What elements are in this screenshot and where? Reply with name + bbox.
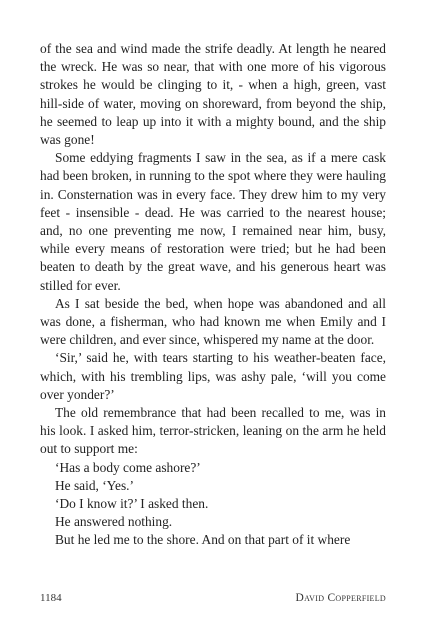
page-number: 1184 bbox=[40, 592, 62, 604]
page-footer bbox=[40, 592, 386, 608]
page-body bbox=[40, 40, 386, 550]
paragraph-6: ‘Has a body come ashore?’ bbox=[55, 459, 201, 475]
paragraph-4: ‘Sir,’ said he, with tears starting to his weather-beaten face, which, with his trembling lips, was ashy pale, ‘will you come over yonder?’ bbox=[40, 350, 386, 402]
paragraph-7: He said, ‘Yes.’ bbox=[55, 477, 134, 493]
body-text bbox=[40, 40, 386, 550]
paragraph-2: Some eddying fragments I saw in the sea, as if a mere cask had been broken, in running to the spot where they were hauling in. Consternation was in every face. They drew him to my very feet - insensible - dead. He was carried to the nearest house; and, no one preventing me now, I remained near him, busy, while every means of restoration were tried; but he had been beaten to death by the great wave, and his generous heart was stilled for ever. bbox=[40, 150, 386, 293]
paragraph-1: of the sea and wind made the strife deadly. At length he neared the wreck. He was so near, that with one more of his vigorous strokes he would be clinging to it, - when a high, green, vast hill-side of water, moving on shoreward, from beyond the ship, he seemed to leap up into it with a mighty bound, and the ship was gone! bbox=[40, 41, 386, 148]
paragraph-3: As I sat beside the bed, when hope was abandoned and all was done, a fisherman, who had known me when Emily and I were children, and ever since, whispered my name at the door. bbox=[40, 295, 386, 348]
paragraph-5: The old remembrance that had been recalled to me, was in his look. I asked him, terror-stricken, leaning on the arm he held out to support me: bbox=[40, 405, 386, 457]
running-head: David Copperfield bbox=[295, 592, 386, 604]
paragraph-9: He answered nothing. bbox=[55, 514, 173, 530]
paragraph-8: ‘Do I know it?’ I asked then. bbox=[55, 496, 209, 512]
paragraph-10: But he led me to the shore. And on that part of it where bbox=[55, 532, 351, 548]
